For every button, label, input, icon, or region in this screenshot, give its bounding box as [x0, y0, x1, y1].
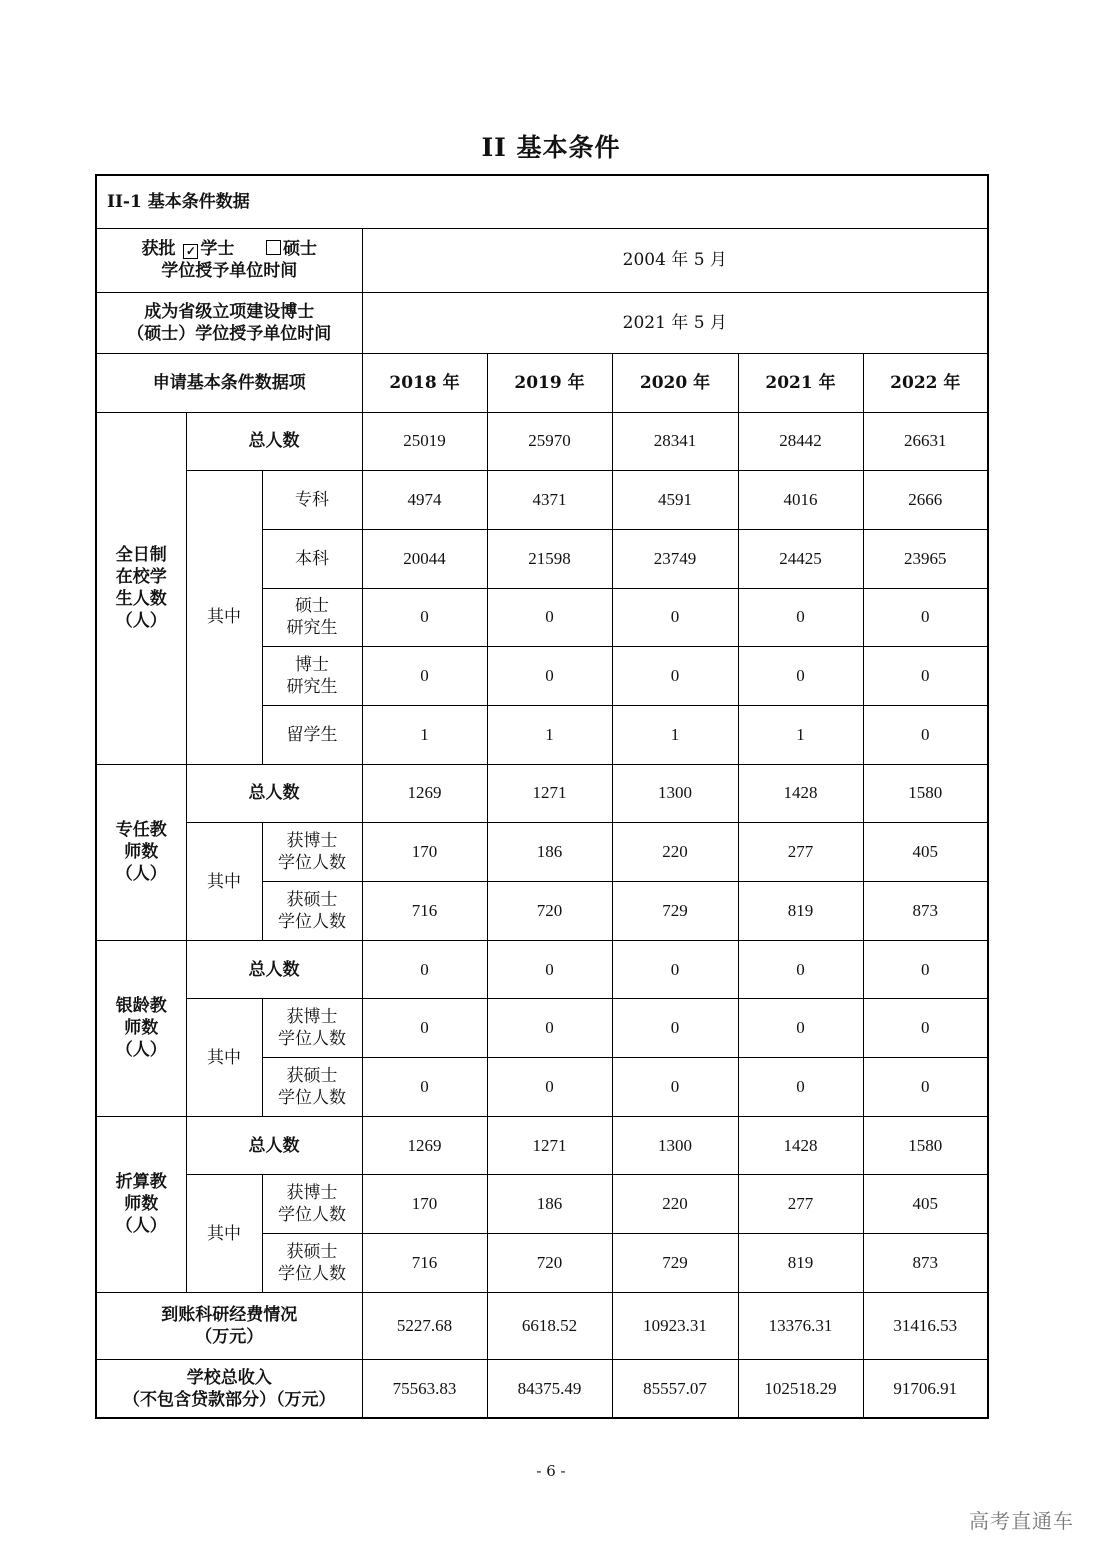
converted_teachers-total-value: 1269	[362, 1116, 487, 1175]
students-row-value: 23749	[612, 529, 738, 588]
fulltime_teachers-row-value: 170	[362, 823, 487, 882]
total_income-value: 85557.07	[612, 1359, 738, 1418]
senior_teachers-sub-label: 其中	[186, 999, 262, 1116]
page-title: II 基本条件	[481, 133, 621, 162]
watermark: 高考直通车	[969, 1509, 1074, 1533]
fulltime_teachers-row-value: 729	[612, 882, 738, 941]
header-item-label: 申请基本条件数据项	[96, 353, 362, 412]
senior_teachers-row-value: 0	[863, 1058, 988, 1117]
students-group-label: 全日制 在校学 生人数 （人）	[96, 412, 186, 764]
converted_teachers-total-value: 1428	[738, 1116, 863, 1175]
students-row-value: 0	[738, 647, 863, 706]
converted_teachers-total-value: 1580	[863, 1116, 988, 1175]
students-row-value: 4591	[612, 471, 738, 530]
approval-label	[96, 228, 362, 292]
senior_teachers-total-value: 0	[863, 940, 988, 999]
students-sub-label: 其中	[186, 471, 262, 764]
students-row-label: 留学生	[262, 705, 362, 764]
total_income-value: 75563.83	[362, 1359, 487, 1418]
research_funds-value: 6618.52	[487, 1292, 612, 1359]
fulltime_teachers-row-value: 186	[487, 823, 612, 882]
students-row-value: 4016	[738, 471, 863, 530]
senior_teachers-row-value: 0	[362, 999, 487, 1058]
students-total-value: 28341	[612, 412, 738, 471]
students-row-label: 博士 研究生	[262, 647, 362, 706]
students-row-value: 1	[362, 705, 487, 764]
students-row-label: 硕士 研究生	[262, 588, 362, 647]
fulltime_teachers-total-value: 1580	[863, 764, 988, 823]
senior_teachers-row-value: 0	[487, 1058, 612, 1117]
converted_teachers-row-label: 获博士 学位人数	[262, 1175, 362, 1234]
provincial-line1: 成为省级立项建设博士	[144, 301, 315, 322]
students-row-value: 0	[612, 588, 738, 647]
students-row-label: 本科	[262, 529, 362, 588]
senior_teachers-total-value: 0	[738, 940, 863, 999]
students-row-value: 1	[738, 705, 863, 764]
total_income-value: 84375.49	[487, 1359, 612, 1418]
students-row-label: 专科	[262, 471, 362, 530]
provincial-value: 2021 年 5 月	[362, 292, 988, 353]
fulltime_teachers-row-value: 873	[863, 882, 988, 941]
checkbox-empty-icon[interactable]	[266, 240, 281, 255]
fulltime_teachers-total-value: 1271	[487, 764, 612, 823]
converted_teachers-row-value: 729	[612, 1234, 738, 1293]
converted_teachers-row-value: 819	[738, 1234, 863, 1293]
converted_teachers-row-value: 170	[362, 1175, 487, 1234]
students-row-value: 1	[487, 705, 612, 764]
provincial-label	[96, 292, 362, 353]
senior_teachers-sub-row	[96, 999, 988, 1058]
header-year: 2018 年	[362, 353, 487, 412]
fulltime_teachers-total-row	[96, 764, 988, 823]
students-row-value: 0	[738, 588, 863, 647]
fulltime_teachers-row-value: 716	[362, 882, 487, 941]
senior_teachers-row-value: 0	[863, 999, 988, 1058]
research_funds-label: 到账科研经费情况 （万元）	[96, 1292, 362, 1359]
senior_teachers-row-value: 0	[612, 1058, 738, 1117]
research_funds-value: 13376.31	[738, 1292, 863, 1359]
students-total-value: 28442	[738, 412, 863, 471]
approval-prefix: 获批	[141, 239, 176, 259]
students-row-value: 0	[863, 647, 988, 706]
fulltime_teachers-group-label: 专任教 师数 （人）	[96, 764, 186, 940]
converted_teachers-row-value: 277	[738, 1175, 863, 1234]
checkbox-checked-icon[interactable]: ✓	[183, 244, 198, 259]
page-number: - 6 -	[536, 1462, 566, 1480]
approval-option-master: 硕士	[283, 239, 317, 259]
fulltime_teachers-row-value: 277	[738, 823, 863, 882]
converted_teachers-row-value: 716	[362, 1234, 487, 1293]
total_income-label: 学校总收入 （不包含贷款部分）（万元）	[96, 1359, 362, 1418]
section-heading: II-1 基本条件数据	[96, 175, 988, 228]
fulltime_teachers-total-value: 1300	[612, 764, 738, 823]
fulltime_teachers-sub-row	[96, 823, 988, 882]
senior_teachers-row-value: 0	[612, 999, 738, 1058]
students-total-row	[96, 412, 988, 471]
students-row-value: 0	[612, 647, 738, 706]
converted_teachers-total-value: 1300	[612, 1116, 738, 1175]
basic-conditions-table	[95, 174, 989, 1419]
converted_teachers-row-value: 186	[487, 1175, 612, 1234]
converted_teachers-row-value: 720	[487, 1234, 612, 1293]
research_funds-value: 5227.68	[362, 1292, 487, 1359]
research_funds-row	[96, 1292, 988, 1359]
approval-value: 2004 年 5 月	[362, 228, 988, 292]
students-row-value: 0	[487, 647, 612, 706]
header-year: 2019 年	[487, 353, 612, 412]
converted_teachers-sub-label: 其中	[186, 1175, 262, 1292]
converted_teachers-row-value: 873	[863, 1234, 988, 1293]
converted_teachers-row-value: 220	[612, 1175, 738, 1234]
converted_teachers-total-row	[96, 1116, 988, 1175]
total_income-value: 91706.91	[863, 1359, 988, 1418]
converted_teachers-row-label: 获硕士 学位人数	[262, 1234, 362, 1293]
senior_teachers-row-value: 0	[362, 1058, 487, 1117]
fulltime_teachers-sub-label: 其中	[186, 823, 262, 940]
students-sub-row	[96, 471, 988, 530]
students-row-value: 24425	[738, 529, 863, 588]
total_income-value: 102518.29	[738, 1359, 863, 1418]
converted_teachers-total-label: 总人数	[186, 1116, 362, 1175]
students-total-label: 总人数	[186, 412, 362, 471]
fulltime_teachers-row-value: 720	[487, 882, 612, 941]
header-year: 2022 年	[863, 353, 988, 412]
research_funds-value: 10923.31	[612, 1292, 738, 1359]
students-row-value: 23965	[863, 529, 988, 588]
fulltime_teachers-total-label: 总人数	[186, 764, 362, 823]
research_funds-value: 31416.53	[863, 1292, 988, 1359]
fulltime_teachers-total-value: 1269	[362, 764, 487, 823]
students-row-value: 21598	[487, 529, 612, 588]
senior_teachers-total-value: 0	[362, 940, 487, 999]
fulltime_teachers-row-value: 405	[863, 823, 988, 882]
students-row-value: 1	[612, 705, 738, 764]
senior_teachers-total-label: 总人数	[186, 940, 362, 999]
students-row-value: 0	[362, 588, 487, 647]
converted_teachers-total-value: 1271	[487, 1116, 612, 1175]
students-total-value: 25970	[487, 412, 612, 471]
students-total-value: 26631	[863, 412, 988, 471]
students-row-value: 20044	[362, 529, 487, 588]
converted_teachers-sub-row	[96, 1175, 988, 1234]
fulltime_teachers-row-value: 220	[612, 823, 738, 882]
students-row-value: 0	[863, 588, 988, 647]
students-row-value: 4371	[487, 471, 612, 530]
senior_teachers-total-row	[96, 940, 988, 999]
header-year: 2021 年	[738, 353, 863, 412]
students-row-value: 0	[487, 588, 612, 647]
students-row-value: 0	[362, 647, 487, 706]
fulltime_teachers-row-value: 819	[738, 882, 863, 941]
students-total-value: 25019	[362, 412, 487, 471]
converted_teachers-group-label: 折算教 师数 （人）	[96, 1116, 186, 1292]
senior_teachers-row-value: 0	[738, 999, 863, 1058]
converted_teachers-row-value: 405	[863, 1175, 988, 1234]
total_income-row	[96, 1359, 988, 1418]
senior_teachers-total-value: 0	[612, 940, 738, 999]
fulltime_teachers-row-label: 获博士 学位人数	[262, 823, 362, 882]
fulltime_teachers-total-value: 1428	[738, 764, 863, 823]
senior_teachers-row-label: 获硕士 学位人数	[262, 1058, 362, 1117]
approval-option-bachelor: 学士	[200, 239, 235, 259]
students-row-value: 4974	[362, 471, 487, 530]
senior_teachers-group-label: 银龄教 师数 （人）	[96, 940, 186, 1116]
senior_teachers-row-value: 0	[487, 999, 612, 1058]
senior_teachers-row-value: 0	[738, 1058, 863, 1117]
senior_teachers-total-value: 0	[487, 940, 612, 999]
header-year: 2020 年	[612, 353, 738, 412]
approval-line2: 学位授予单位时间	[161, 261, 298, 281]
students-row-value: 0	[863, 705, 988, 764]
students-row-value: 2666	[863, 471, 988, 530]
senior_teachers-row-label: 获博士 学位人数	[262, 999, 362, 1058]
fulltime_teachers-row-label: 获硕士 学位人数	[262, 882, 362, 941]
provincial-line2: （硕士）学位授予单位时间	[127, 323, 332, 344]
